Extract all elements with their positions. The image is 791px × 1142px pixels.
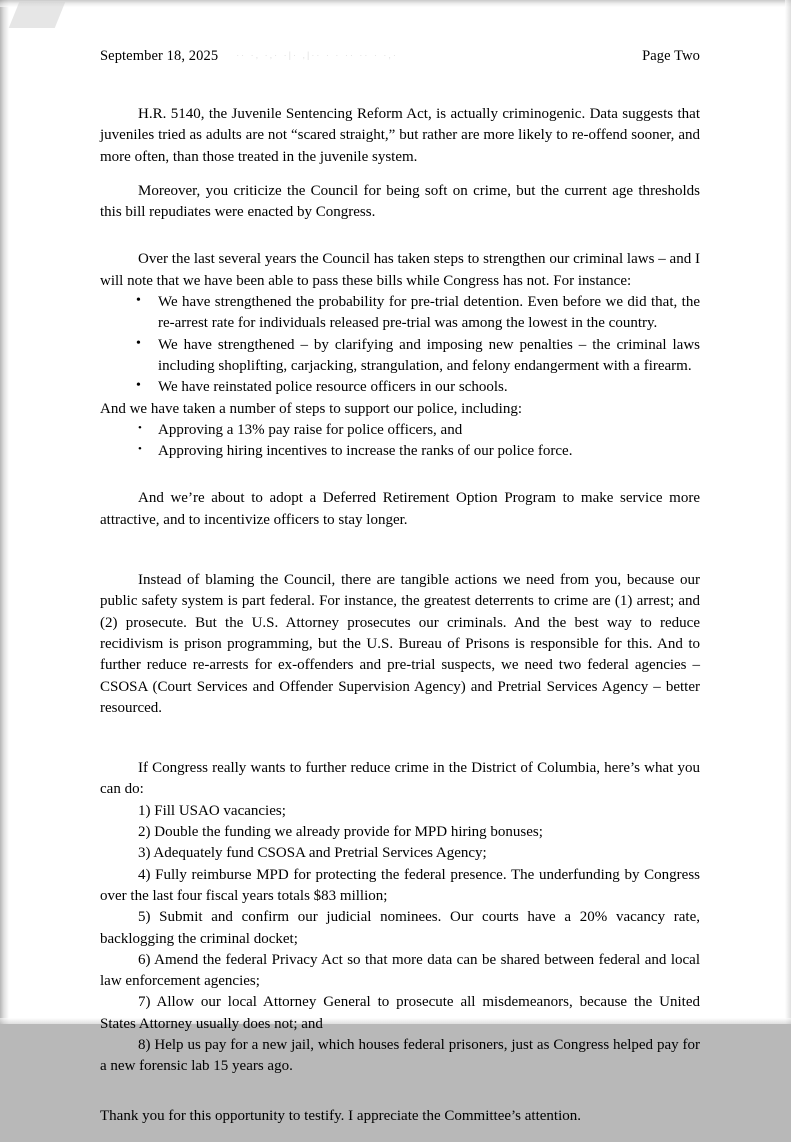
list-item-text: 4) Fully reimburse MPD for protecting the federal presence. The underfunding by Congress over the last four fiscal years totals $83 million; (100, 866, 700, 904)
paragraph-council-criticism: Moreover, you criticize the Council for being soft on crime, but the current age thresholds this bill repudiates were enacted by Congress. (100, 182, 700, 221)
list-item: • Approving a 13% pay raise for police officers, and (100, 420, 700, 441)
spacer (100, 557, 700, 570)
list-item-text: 3) Adequately fund CSOSA and Pretrial Services Agency; (138, 845, 487, 862)
scan-edge-right (785, 0, 791, 1024)
list-police-support (100, 420, 700, 463)
list-item: • We have strengthened the probability for pre-trial detention. Even before we did that, the re-arrest rate for individuals released pre-trial was among the lowest in the country. (100, 292, 700, 335)
list-item (100, 907, 700, 950)
paragraph-congress-asks-lead: If Congress really wants to further reduce crime in the District of Columbia, here’s what you can do: (100, 760, 700, 798)
page-header (100, 48, 700, 66)
list-item (100, 992, 700, 1035)
scan-edge-left (0, 0, 9, 1024)
spacer (100, 732, 700, 745)
header-smudge-text: ·· ·, ·,· ·|· ,|·· · · ·· ·· · ·,· (236, 50, 398, 60)
list-item (100, 865, 700, 908)
scan-edge-top (0, 0, 791, 7)
list-item-text: 1) Fill USAO vacancies; (138, 802, 286, 819)
list-item: • We have reinstated police resource officers in our schools. (100, 377, 700, 398)
spacer (100, 236, 700, 249)
paragraph-drop-program: And we’re about to adopt a Deferred Retirement Option Program to make service more attractive, and to incentivize officers to stay longer. (100, 490, 700, 528)
header-page-number: Page Two (642, 48, 700, 64)
list-item (100, 801, 700, 822)
list-item-text: 6) Amend the federal Privacy Act so that more data can be shared between federal and local law enforcement agencies; (100, 951, 700, 990)
list-congress-asks (100, 801, 700, 1078)
header-scan-artifact (236, 48, 624, 66)
list-item-text: 5) Submit and confirm our judicial nominees. Our courts have a 20% vacancy rate, backlogging the criminal docket; (100, 909, 700, 947)
list-item (100, 822, 700, 843)
spacer (100, 462, 700, 475)
paragraph-closing: Thank you for this opportunity to testify. I appreciate the Committee’s attention. (100, 1107, 582, 1124)
paragraph-police-support-lead: And we have taken a number of steps to support our police, including: (100, 400, 522, 417)
header-date: September 18, 2025 (100, 48, 219, 64)
spacer (100, 475, 700, 488)
paragraph-council-steps: Over the last several years the Council has taken steps to strengthen our criminal laws – and I will note that we have been able to pass these bills while Congress has not. For instance: (100, 251, 700, 289)
list-item-text: 8) Help us pay for a new jail, which houses federal prisoners, just as Congress helped pay for a new forensic lab 15 years ago. (100, 1036, 700, 1075)
list-item (100, 843, 700, 864)
paragraph-federal-actions: Instead of blaming the Council, there are tangible actions we need from you, because our public safety system is part federal. For instance, the greatest deterrents to crime are (1) arrest; and (2) prosecute. But the U.S. Attorney prosecutes our criminals. And the best way to reduce recidivism is prison programming, but the U.S. Bureau of Prisons is responsible for this. And to further reduce re-arrests for ex-offenders and pre-trial suspects, we need two federal agencies – CSOSA (Court Services and Offender Supervision Agency) and Pretrial Services Agency – better resourced. (100, 572, 700, 716)
list-item (100, 1035, 700, 1078)
list-item-text: 7) Allow our local Attorney General to prosecute all misdemeanors, because the United States Attorney usually does not; and (100, 994, 700, 1032)
paragraph-hr5140: H.R. 5140, the Juvenile Sentencing Reform Act, is actually criminogenic. Data suggests that juveniles tried as adults are not “scared straight,” but rather are more likely to re-offend sooner, and more often, than those treated in the juvenile system. (100, 106, 700, 165)
page-corner-fold (9, 2, 66, 28)
list-item (100, 950, 700, 993)
spacer (100, 544, 700, 557)
list-accomplishments (100, 292, 700, 398)
spacer (100, 745, 700, 758)
list-item: • We have strengthened – by clarifying and imposing new penalties – the criminal laws including shoplifting, carjacking, strangulation, and felony endangerment with a firearm. (100, 335, 700, 378)
list-item-text: 2) Double the funding we already provide for MPD hiring bonuses; (138, 824, 543, 841)
list-item: • Approving hiring incentives to increase the ranks of our police force. (100, 441, 700, 462)
document-body (100, 48, 700, 1142)
